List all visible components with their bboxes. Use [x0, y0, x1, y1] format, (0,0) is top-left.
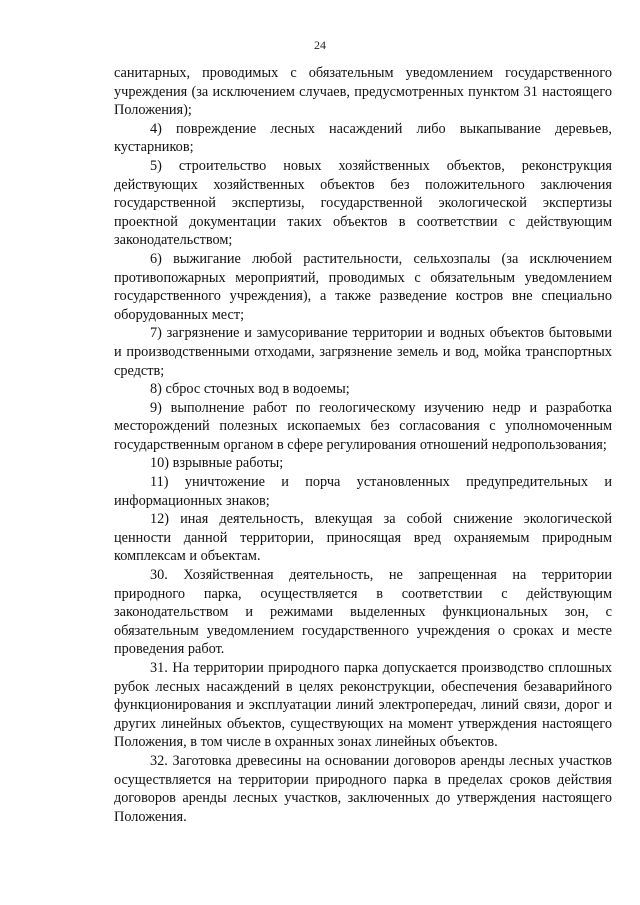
- paragraph: 32. Заготовка древесины на основании договоров аренды лесных участков осуществляется на территории природного парка в пределах сроков действия договоров аренды лесных участков, заключенных до утверждения настоящего Положения.: [114, 752, 612, 825]
- paragraph: 7) загрязнение и замусоривание территории и водных объектов бытовыми и производственными отходами, загрязнение земель и вод, мойка транспортных средств;: [114, 325, 612, 379]
- paragraph: 11) уничтожение и порча установленных предупредительных и информационных знаков;: [114, 474, 612, 509]
- paragraph: санитарных, проводимых с обязательным уведомлением государственного учреждения (за исключением случаев, предусмотренных пунктом 31 настоящего Положения);: [114, 65, 612, 119]
- paragraph: 9) выполнение работ по геологическому изучению недр и разработка месторождений полезных ископаемых без согласования с уполномоченным государственным органом в сфере регулирования отношений недропользования;: [114, 399, 612, 453]
- paragraph: 31. На территории природного парка допускается производство сплошных рубок лесных насаждений в целях реконструкции, обеспечения безаварийного функционирования и эксплуатации линий электропередач, линий связи, дорог и других линейных объектов, существующих на момент утверждения настоящего Положения, в том числе в охранных зонах линейных объектов.: [114, 660, 612, 751]
- paragraph: 8) сброс сточных вод в водоемы;: [150, 381, 350, 398]
- paragraph: 6) выжигание любой растительности, сельхозпалы (за исключением противопожарных мероприятий, проводимых с обязательным уведомлением государственного учреждения), а также разведение костров вне специально оборудованных мест;: [114, 250, 612, 323]
- paragraph: 5) строительство новых хозяйственных объектов, реконструкция действующих хозяйственных объектов без положительного заключения государственной экспертизы, государственной экологической экспертизы проектной документации таких объектов в соответствии с действующим законодательством;: [114, 157, 612, 249]
- paragraph: 30. Хозяйственная деятельность, не запрещенная на территории природного парка, осуществляется в соответствии с действующим законодательством и режимами выделенных функциональных зон, с обязательным уведомлением государственного учреждения о сроках и месте проведения работ.: [114, 567, 612, 658]
- paragraph: 12) иная деятельность, влекущая за собой снижение экологической ценности данной территории, приносящая вред охраняемым природным комплексам и объектам.: [114, 511, 612, 565]
- page-number: 24: [314, 38, 326, 52]
- paragraph: 10) взрывные работы;: [150, 455, 284, 472]
- paragraph: 4) повреждение лесных насаждений либо выкапывание деревьев, кустарников;: [114, 120, 612, 156]
- document-body: [114, 64, 612, 826]
